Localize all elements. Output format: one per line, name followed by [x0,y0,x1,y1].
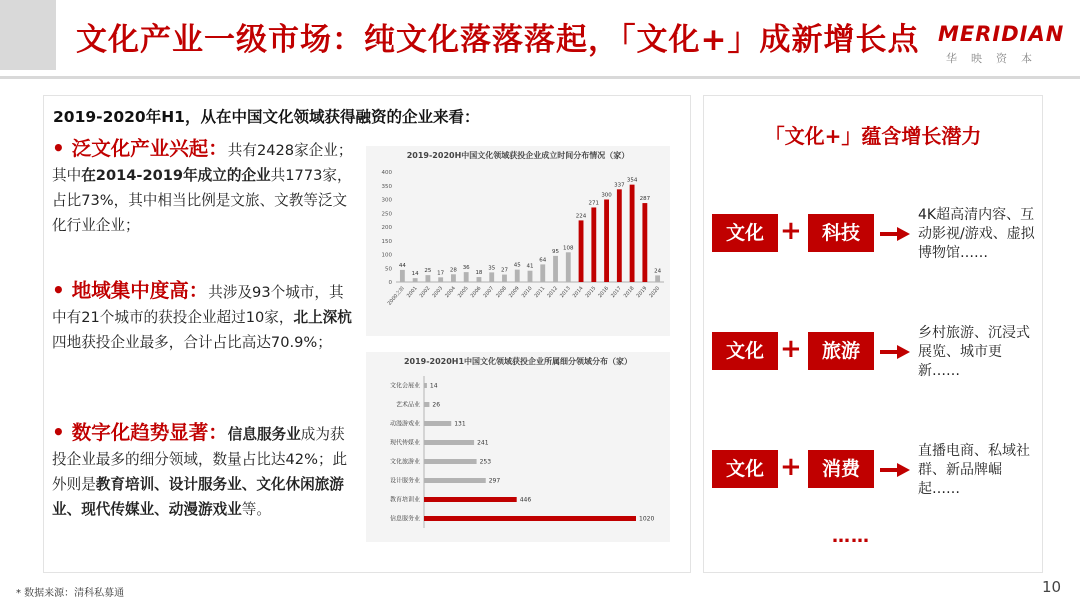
data-label: 26 [432,401,441,409]
data-label: 64 [539,257,547,264]
x-tick-label: 2015 [584,285,598,300]
data-label: 108 [563,245,574,252]
bullet-title: 数字化趋势显著： [71,421,228,444]
y-tick-label: 200 [381,225,392,231]
bar [424,402,429,407]
x-tick-label: 2005 [456,285,470,300]
travel-box: 旅游 [808,332,874,370]
bullet-text: 等。 [241,501,271,518]
data-label: 224 [575,213,587,220]
bar [630,185,635,282]
bar [489,272,494,282]
combo-row-tech [704,206,1042,266]
x-tick-label: 2013 [559,285,572,300]
x-tick-label: 2016 [597,285,611,300]
x-tick-label: 2001 [405,285,419,300]
x-tick-label: 2009 [507,285,521,300]
header-divider [0,76,1080,79]
bar [424,421,451,426]
data-label: 241 [477,439,489,447]
bar [425,275,430,282]
x-tick-label: 2004 [444,285,457,300]
data-label: 28 [449,267,457,274]
chart-title: 2019-2020H1中国文化领域获投企业所属细分领域分布（家） [403,357,633,366]
bar [579,220,584,282]
category-label: 信息服务业 [389,515,420,523]
plus-icon: + [780,452,802,482]
data-label: 446 [519,496,532,504]
bullet-bold-text: 教育培训、设计服务业、文化休闲旅游业、现代传媒业、动漫游戏业 [52,476,344,518]
bar [424,478,486,483]
bullet-text: 共有2428家企业；其中 [52,142,353,184]
bullet-bold-text: 北上深杭 [293,309,352,326]
bar [566,252,571,282]
bar [424,383,427,388]
brand-logo: MERIDIAN [938,22,1065,46]
x-tick-label: 2011 [533,285,547,300]
x-tick-label: 2006 [469,285,483,300]
founding-year-chart [366,146,670,336]
arrow-right-icon [880,345,910,359]
bar [540,264,545,282]
data-label: 36 [462,265,470,272]
arrow-right-icon [880,227,910,241]
x-tick-label: 2012 [546,285,560,300]
bar [604,200,609,283]
data-label: 14 [429,382,438,390]
page-title: 文化产业一级市场：纯文化落落落起，「文化+」成新增长点 [76,22,920,58]
bar [438,277,443,282]
left-heading: 2019-2020年H1，从在中国文化领域获得融资的企业来看： [53,108,480,126]
bar [553,256,558,282]
x-tick-label: 2003 [431,285,445,300]
x-tick-label: 2019 [635,285,649,300]
combo-desc: 4K超高清内容、互动影视/游戏、虚拟博物馆…… [918,207,1035,261]
sector-chart [366,352,670,542]
sector-chart-svg [366,352,670,542]
bullet-text: 四地获投企业最多，合计占比高达70.9%； [52,334,332,351]
bullet-digital [52,420,357,522]
bullet-bold-text: 信息服务业 [227,426,301,443]
bar [424,459,477,464]
data-label: 95 [552,248,560,255]
bar [591,207,596,282]
category-label: 动漫游戏业 [389,420,420,428]
page-number: 10 [1042,578,1062,596]
bar [502,275,507,282]
x-tick-label: 2014 [571,285,585,300]
bullet-dot: • [52,136,72,160]
x-tick-label: 2018 [622,285,636,300]
x-tick-label: 2020 [648,285,662,300]
bar [642,203,647,282]
data-label: 27 [500,267,508,274]
data-label: 271 [588,200,600,207]
more-ellipsis: …… [832,526,870,547]
bullet-title: 泛文化产业兴起： [71,137,228,160]
culture-box: 文化 [712,214,778,252]
data-label: 18 [475,270,483,277]
arrow-right-icon [880,463,910,477]
bar [424,516,636,521]
combo-desc: 直播电商、私域社群、新品牌崛起…… [918,443,1030,497]
bullet-text: 成为获投企业最多的细分领域，数量占比达42%；此外则是 [52,426,348,493]
y-tick-label: 400 [381,170,392,176]
bullet-bold-text: 在2014-2019年成立的企业 [81,167,271,184]
y-tick-label: 150 [381,238,392,245]
bar [424,440,474,445]
data-source-note: * 数据来源：清科私募通 [16,588,125,599]
x-tick-label: 2000之前 [386,285,406,307]
bullet-text: 共1773家，占比73%，其中相当比例是文旅、文教等泛文化行业企业； [52,167,352,234]
bar [451,274,456,282]
bullet-regional [52,278,357,355]
data-label: 253 [479,458,492,466]
data-label: 25 [424,268,432,275]
bullet-pan-culture [52,136,357,238]
category-label: 艺术品业 [395,401,420,409]
plus-icon: + [780,334,802,364]
bullet-dot: • [52,420,72,444]
x-tick-label: 2007 [482,285,496,300]
bar [424,497,517,502]
bullet-title: 地域集中度高： [71,279,209,302]
data-label: 17 [437,270,445,277]
data-label: 24 [654,268,662,275]
data-label: 35 [488,265,496,272]
data-label: 41 [526,263,534,270]
bar [617,189,622,282]
category-label: 教育培训业 [389,496,420,504]
y-tick-label: 250 [381,211,392,218]
combo-row-travel [704,324,1042,384]
category-label: 现代传媒业 [389,439,420,447]
data-label: 300 [601,192,612,199]
category-label: 设计服务业 [389,477,420,485]
data-label: 14 [411,271,419,278]
bar [400,270,405,282]
bar [413,278,418,282]
data-label: 1020 [639,515,655,523]
category-label: 文化旅游业 [389,458,420,466]
bar [515,270,520,282]
chart-title: 2019-2020H中国文化领域获投企业成立时间分布情况（家） [406,151,630,160]
plus-icon: + [780,216,802,246]
category-label: 文化会展业 [389,382,420,390]
data-label: 44 [398,262,406,269]
combo-desc: 乡村旅游、沉浸式展览、城市更新…… [918,325,1030,379]
bar [528,271,533,282]
x-tick-label: 2010 [520,285,534,300]
data-label: 337 [614,182,625,189]
data-label: 354 [626,177,638,184]
culture-box: 文化 [712,450,778,488]
founding-year-chart-svg [366,146,670,336]
y-tick-label: 50 [385,266,392,273]
tech-box: 科技 [808,214,874,252]
x-tick-label: 2017 [610,285,623,300]
y-tick-label: 0 [388,280,392,286]
data-label: 297 [488,477,501,485]
right-title: 「文化+」蕴含增长潜力 [764,124,982,148]
bar [464,272,469,282]
x-tick-label: 2002 [418,285,432,300]
bar [477,277,482,282]
brand-logo-subtitle: 华映资本 [946,52,1046,65]
corner-block [0,0,56,70]
consume-box: 消费 [808,450,874,488]
y-tick-label: 300 [381,197,392,204]
data-label: 45 [513,262,521,269]
y-tick-label: 350 [381,183,392,190]
bullet-text: 共涉及93个城市，其中有21个城市的获投企业超过10家， [52,284,344,326]
combo-row-consume [704,442,1042,502]
bar [655,275,660,282]
x-tick-label: 2008 [495,285,509,300]
culture-box: 文化 [712,332,778,370]
left-panel [43,95,691,573]
data-label: 287 [639,196,651,203]
y-tick-label: 100 [381,252,392,259]
right-panel [703,95,1043,573]
data-label: 131 [454,420,466,428]
bullet-dot: • [52,278,72,302]
